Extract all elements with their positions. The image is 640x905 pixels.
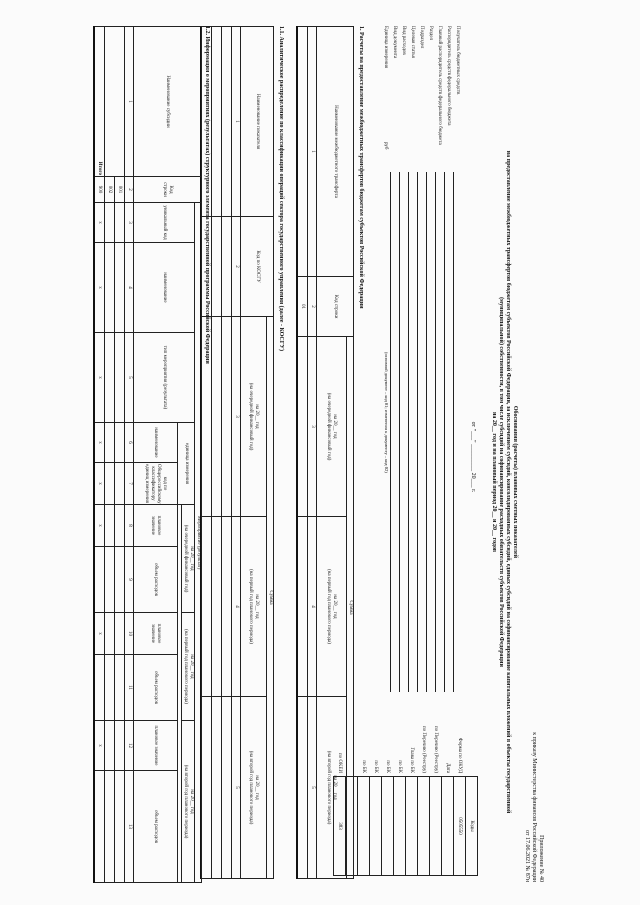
col-header: Наименование субсидии [134, 27, 202, 177]
code-label: по Перечню (Реестру) [433, 725, 438, 773]
col-number: 13 [125, 771, 134, 883]
table-row [115, 27, 125, 883]
field-label: Целевая статья [410, 26, 415, 58]
field-label: Раздел [428, 26, 433, 41]
field-line [453, 172, 454, 692]
row-code: 001 [115, 177, 125, 203]
col-number: 3 [125, 203, 134, 243]
code-value [394, 777, 406, 876]
code-value: 383 [334, 777, 346, 876]
code-label: Форма по ОКУД [457, 737, 462, 773]
table-row [212, 27, 222, 879]
field-label: Вид документа [392, 26, 397, 59]
col-number: 2 [232, 217, 241, 317]
codes-header: Коды [466, 777, 478, 876]
total-label: Итого [94, 27, 105, 177]
section1-table [296, 26, 354, 879]
field-line [426, 172, 427, 692]
field-line [417, 172, 418, 692]
form-title [490, 92, 518, 872]
col-header: уникальный код [134, 203, 195, 243]
code-value [370, 777, 382, 876]
codes-table [333, 682, 478, 876]
year-header: на 20__ год (на второй год планового периода) [241, 697, 267, 879]
title-line: на предоставление межбюджетных трансфертов бюджетам субъектов Российской Федерации, за исключением субсидий, консолидированных субсидий, единых субсидий на софинансирование капитальных вложений в объекты государственной [505, 150, 511, 814]
field-line [399, 172, 400, 692]
year-header: на 20__ год (на очередной финансовый год) [317, 337, 347, 517]
col-header: Код по КОСГУ [241, 217, 274, 317]
rotated-form [90, 22, 560, 892]
section11-heading: 1.1. Аналитическое распределение по классификации операций сектора государственного управления (далее - КОСГУ) [278, 26, 284, 351]
appendix-line: к приказу Министерства финансов Российской Федерации [531, 732, 537, 882]
col-number: 5 [125, 333, 134, 423]
col-number: 3 [232, 317, 241, 517]
year-header: на 20__ год (на очередной финансовый год) [241, 317, 267, 517]
appendix-line: от 17.06.2021 № 87н [524, 830, 530, 882]
code-value [358, 777, 370, 876]
year-header: на 20__ год (на первый год планового периода) [182, 613, 195, 721]
col-header: плановое значение [134, 721, 178, 771]
field-label: Получатель бюджетных средств [455, 26, 460, 95]
year-header: на 20__ год (на второй год планового периода) [317, 697, 347, 879]
col-header: тип мероприятия (результата) [134, 333, 195, 423]
field-line [435, 172, 436, 692]
col-header: плановое значение [134, 613, 178, 655]
col-header: объем расходов [134, 655, 178, 721]
title-line: (муниципальной) собственности, в том числе субсидий на софинансирование расходных обязательств субъектов Российской Федерации [498, 297, 504, 667]
unit-value: руб [383, 142, 388, 150]
col-number: 11 [125, 655, 134, 721]
col-header: наименование [134, 423, 178, 463]
code-value [418, 777, 430, 876]
col-header: объем расходов [134, 547, 178, 613]
code-value [442, 777, 454, 876]
year-header: на 20__ год (на второй год планового периода) [182, 721, 195, 883]
code-label: Глава по БК [409, 747, 414, 773]
col-number: 8 [125, 505, 134, 547]
field-line [390, 172, 391, 692]
code-label: по БК [397, 760, 402, 773]
col-number: 4 [125, 243, 134, 333]
code-label: по БК [361, 760, 366, 773]
col-number: 4 [232, 517, 241, 697]
col-number: 7 [125, 463, 134, 505]
field-label: Единица измерения [383, 26, 388, 69]
code-label: по БК [373, 760, 378, 773]
col-header: плановое значение [134, 505, 178, 547]
col-header: наименование [134, 243, 195, 333]
col-number: 2 [125, 177, 134, 203]
section12-heading: 1.2. Информация о мероприятиях (результатах) структурного элемента государственной программы Российской Федерации [204, 26, 210, 364]
col-header: объем расходов [134, 771, 178, 883]
col-header: Код строки [317, 277, 354, 337]
code-value: 0505550 [454, 777, 466, 876]
col-number: 2 [308, 277, 317, 337]
col-number: 4 [308, 517, 317, 697]
col-number: 6 [125, 423, 134, 463]
col-header: Сумма [347, 337, 354, 879]
col-number: 1 [308, 27, 317, 277]
col-header: Сумма [267, 317, 274, 879]
field-label: Распорядитель средств федерального бюджета [446, 26, 451, 126]
field-label: Главный распорядитель средств федерального бюджета [437, 26, 442, 145]
col-header: код по Общероссийскому классификатору единиц измерения [134, 463, 178, 505]
section11-table [200, 26, 274, 879]
col-number: 12 [125, 721, 134, 771]
col-number: 1 [125, 27, 134, 177]
row-code: 002 [105, 177, 115, 203]
doc-hint: (основной документ – код 01; изменения к документу – код 02) [384, 352, 389, 473]
table-row [297, 27, 308, 879]
total-row: Итого 900 x x x x x x x x [94, 27, 105, 883]
code-value [406, 777, 418, 876]
col-number: 5 [308, 697, 317, 879]
row-code: 900 [94, 177, 105, 203]
row-code: 01 [297, 277, 308, 337]
year-header: на 20__ год (на первый год планового периода) [241, 517, 267, 697]
code-value [382, 777, 394, 876]
year-header: на 20__ год (на первый год планового периода) [317, 517, 347, 697]
col-header: Мероприятие (результат) [195, 203, 202, 883]
col-number: 10 [125, 613, 134, 655]
col-number: 5 [232, 697, 241, 879]
code-label: по ОКЕИ [337, 752, 342, 773]
col-header: Наименование показателя [241, 27, 274, 217]
code-label: по Перечню (Реестру) [421, 725, 426, 773]
code-value [430, 777, 442, 876]
table-row [222, 27, 232, 879]
title-line: Обоснования (расчеты) плановых сметных показателей [512, 405, 518, 559]
section12-table [93, 26, 202, 883]
title-line: на 20__ год и на плановый период 20__ и 20__ годов [491, 411, 497, 553]
col-header: единица измерения [178, 423, 195, 505]
col-header: Код строки [134, 177, 202, 203]
header-fields [379, 26, 460, 145]
form-date: от "___" _________ 20___ г. [470, 421, 476, 493]
section1-heading: 1. Расчеты на предоставление межбюджетных трансфертов бюджетам субъектов Российской Федерации [358, 26, 364, 309]
field-line [444, 172, 445, 692]
col-number: 3 [308, 337, 317, 517]
field-label: Вид расходов [401, 26, 406, 55]
code-label: Дата [445, 763, 450, 773]
appendix-line: Приложение № 40 [538, 835, 544, 882]
appendix-block [523, 712, 544, 882]
field-label: Подраздел [419, 26, 424, 49]
col-header: Наименование межбюджетного трансферта [317, 27, 354, 277]
col-number: 1 [232, 27, 241, 217]
col-number: 9 [125, 547, 134, 613]
code-label: по БК [385, 760, 390, 773]
year-header: на 20__ год (на очередной финансовый год) [182, 505, 195, 613]
field-line [408, 172, 409, 692]
